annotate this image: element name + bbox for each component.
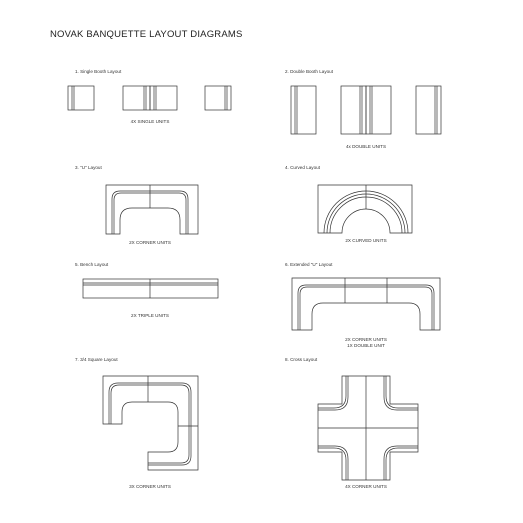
single-unit xyxy=(150,86,177,110)
diagram-caption-curved: 2X CURVED UNITS xyxy=(345,238,387,243)
page-title: NOVAK BANQUETTE LAYOUT DIAGRAMS xyxy=(50,29,243,40)
diagram-caption-extended-u: 2X CORNER UNITS xyxy=(345,337,387,342)
three-quarter-square-diagram xyxy=(103,376,198,470)
u-layout-diagram xyxy=(106,185,198,234)
diagram-caption-single-booth: 4X SINGLE UNITS xyxy=(130,119,170,124)
double-unit xyxy=(291,86,316,134)
diagram-label-extended-u: 6. Extended "U" Layout xyxy=(285,262,333,267)
diagram-label-three-quarter-square: 7. 3/4 Square Layout xyxy=(75,357,118,362)
double-unit xyxy=(341,86,366,134)
diagram-caption-u-layout: 2X CORNER UNITS xyxy=(129,240,171,245)
double-booth-diagram xyxy=(291,86,441,134)
diagram-label-single-booth: 1. Single Booth Layout xyxy=(75,69,122,74)
diagram-caption-extended-u-2: 1X DOUBLE UNIT xyxy=(347,343,385,348)
diagram-label-curved: 4. Curved Layout xyxy=(285,165,320,170)
double-unit xyxy=(416,86,441,134)
diagram-label-cross: 8. Cross Layout xyxy=(285,357,318,362)
curved-layout-diagram xyxy=(318,185,412,233)
diagram-label-u-layout: 3. "U" Layout xyxy=(75,165,102,170)
cross-layout-diagram xyxy=(318,376,418,480)
diagram-caption-three-quarter-square: 3X CORNER UNITS xyxy=(129,484,171,489)
diagram-caption-bench: 2X TRIPLE UNITS xyxy=(131,313,169,318)
extended-u-diagram xyxy=(292,278,440,330)
diagram-caption-cross: 4X CORNER UNITS xyxy=(345,484,387,489)
diagram-label-double-booth: 2. Double Booth Layout xyxy=(285,69,334,74)
single-unit xyxy=(68,86,94,110)
diagram-label-bench: 5. Bench Layout xyxy=(75,262,109,267)
single-unit xyxy=(205,86,231,110)
bench-layout-diagram xyxy=(83,279,218,298)
diagram-caption-double-booth: 4x DOUBLE UNITS xyxy=(345,144,387,149)
single-booth-diagram xyxy=(68,86,231,110)
single-unit xyxy=(123,86,150,110)
double-unit xyxy=(366,86,391,134)
